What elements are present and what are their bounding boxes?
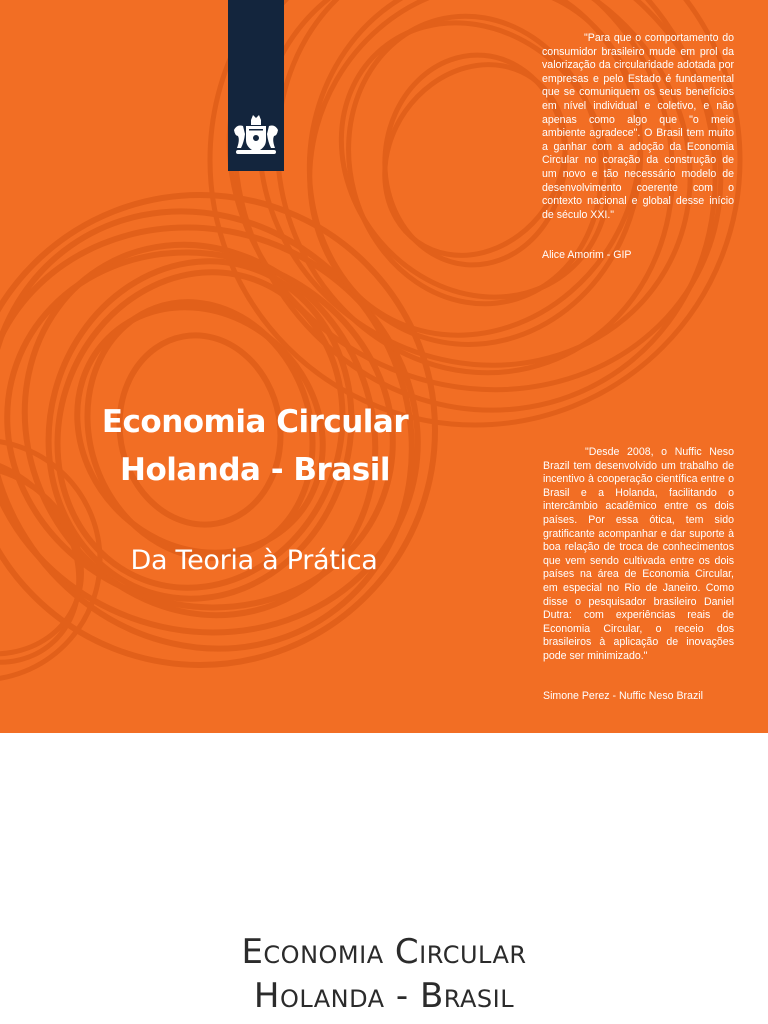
quote-alice-amorim: "Para que o comportamento do consumidor brasileiro mude em prol da valorização da circularidade adotada por empresas e pelo Estado é fundamental que se comuniquem os seus benefícios em nível individual e coletivo, e não apenas como algo que "o meio ambiente agradece". O Brasil tem muito a ganhar com a adoção da Economia Circular no coração da construção de um novo e tão necessário modelo de desenvolvimento coerente com o contexto nacional e global desse início de século XXI."	[542, 32, 734, 221]
cover-title-line-2: Holanda - Brasil	[120, 452, 390, 488]
royal-coat-of-arms-icon	[231, 112, 281, 158]
page-title-line-2: Holanda - Brasil	[253, 976, 515, 1016]
quote-author-simone-perez: Simone Perez - Nuffic Neso Brazil	[543, 690, 703, 702]
page-title-line-1: Economia Circular	[241, 932, 527, 972]
cover-subtitle: Da Teoria à Prática	[130, 545, 378, 576]
quote-simone-perez: "Desde 2008, o Nuffic Neso Brazil tem desenvolvido um trabalho de incentivo à cooperação científica entre o Brasil e a Holanda, facilitando o intercâmbio acadêmico entre os dois países. Por essa ótica, tem sido gratificante acompanhar e dar suporte à boa relação de troca de conhecimentos que vem sendo cultivada entre os dois países na área de Economia Circular, em especial no Rio de Janeiro. Como disse o pesquisador brasileiro Daniel Dutra: com experiências reais de Economia Circular, o receio dos brasileiros à aplicação de inovações pode ser minimizado."	[543, 446, 734, 662]
quote-author-alice-amorim: Alice Amorim - GIP	[542, 249, 632, 261]
cover-title-line-1: Economia Circular	[101, 404, 409, 440]
page-title	[0, 930, 768, 1018]
cover-title	[0, 398, 510, 494]
